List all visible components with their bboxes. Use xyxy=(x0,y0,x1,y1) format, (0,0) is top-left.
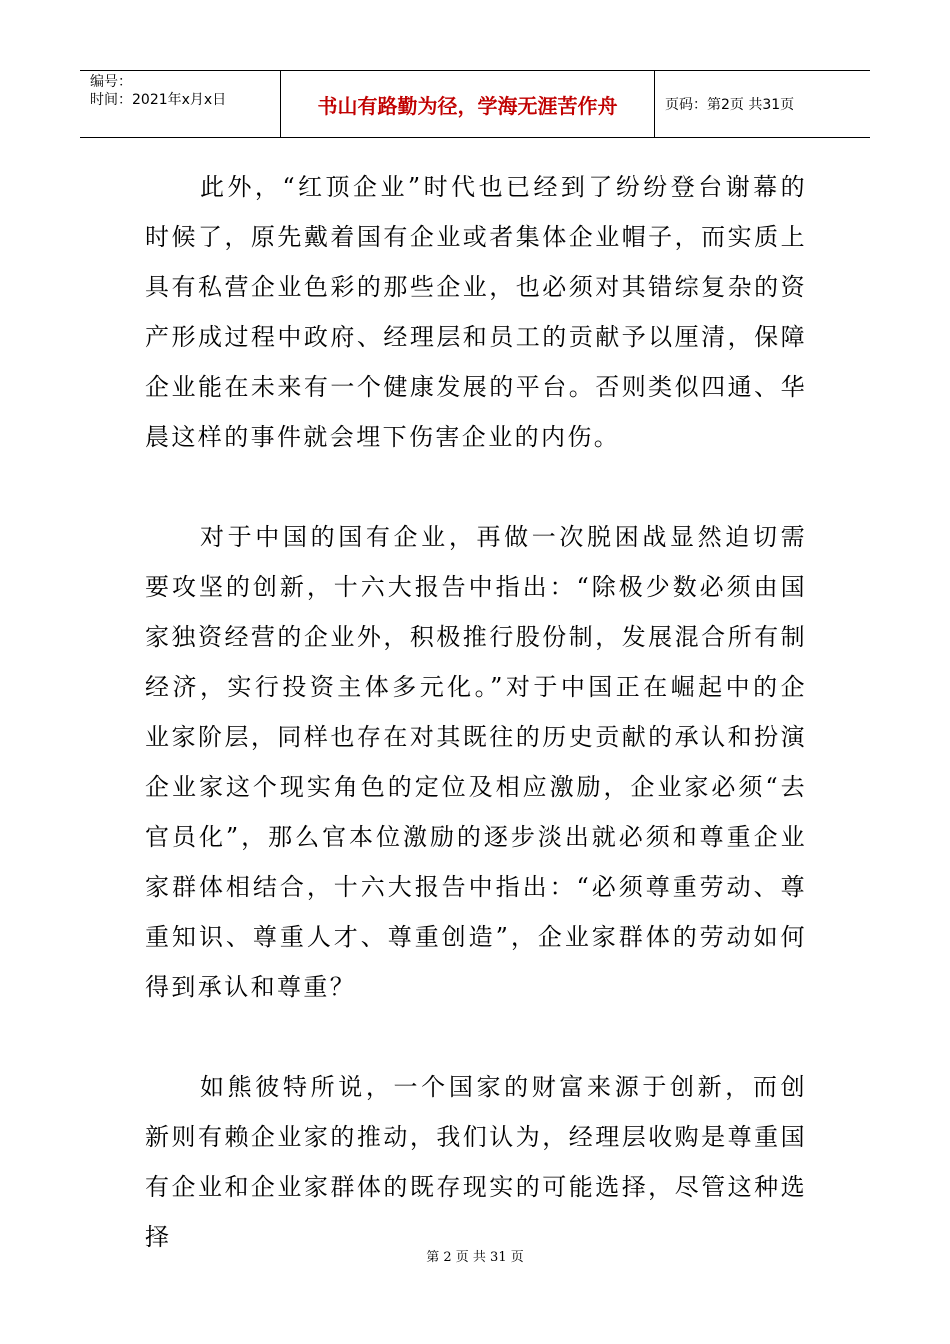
page-footer: 第 2 页 共 31 页 xyxy=(426,1250,524,1265)
paragraph: 如熊彼特所说，一个国家的财富来源于创新，而创新则有赖企业家的推动，我们认为，经理层收购是尊重国有企业和企业家群体的既存现实的可能选择，尽管这种选择 xyxy=(145,1073,807,1251)
document-time-label: 时间：2021年x月x日 xyxy=(90,92,227,108)
document-number-label: 编号： xyxy=(90,74,132,90)
header-meta xyxy=(80,71,281,137)
paragraph: 对于中国的国有企业，再做一次脱困战显然迫切需要攻坚的创新，十六大报告中指出：“除极少数必须由国家独资经营的企业外，积极推行股份制，发展混合所有制经济，实行投资主体多元化。”对于中国正在崛起中的企业家阶层，同样也存在对其既往的历史贡献的承认和扮演企业家这个现实角色的定位及相应激励，企业家必须“去官员化”，那么官本位激励的逐步淡出就必须和尊重企业家群体相结合，十六大报告中指出：“必须尊重劳动、尊重知识、尊重人才、尊重创造”，企业家群体的劳动如何得到承认和尊重？ xyxy=(145,523,807,1001)
document-header xyxy=(80,70,870,138)
header-motto: 书山有路勤为径，学海无涯苦作舟 xyxy=(281,71,655,137)
paragraph: 此外，“红顶企业”时代也已经到了纷纷登台谢幕的时候了，原先戴着国有企业或者集体企业帽子，而实质上具有私营企业色彩的那些企业，也必须对其错综复杂的资产形成过程中政府、经理层和员工的贡献予以厘清，保障企业能在未来有一个健康发展的平台。否则类似四通、华晨这样的事件就会埋下伤害企业的内伤。 xyxy=(145,173,807,451)
header-page-info: 页码：第2页 共31页 xyxy=(665,97,795,113)
document-body xyxy=(145,162,807,1312)
